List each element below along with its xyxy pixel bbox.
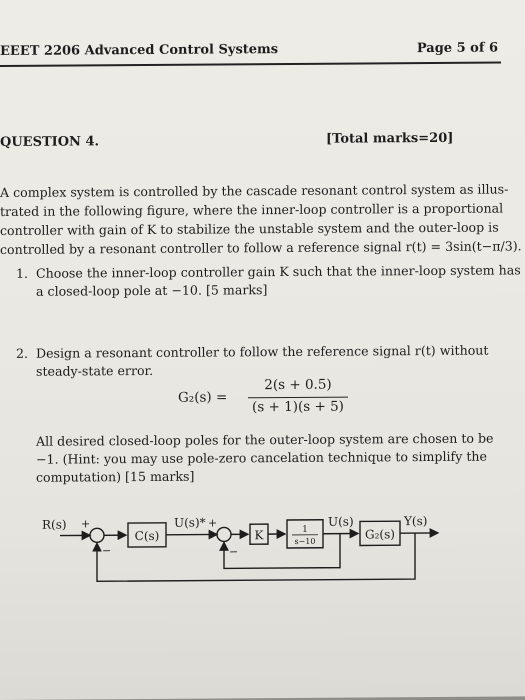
u-star-label: U(s)* <box>174 515 206 530</box>
item-line: Design a resonant controller to follow the reference signal r(t) without <box>36 342 489 361</box>
item-line: Choose the inner-loop controller gain K such that the inner-loop system has <box>36 262 521 281</box>
intro-line: trated in the following figure, where the inner-loop controller is a proportional <box>0 200 504 219</box>
total-marks: [Total marks=20] <box>326 130 454 147</box>
output-label: Y(s) <box>404 514 428 529</box>
item-number: 2. <box>16 345 29 361</box>
design-requirements <box>36 430 496 487</box>
block-diagram <box>40 507 460 590</box>
g2-transfer-function <box>178 376 398 422</box>
item-number: 1. <box>16 265 29 281</box>
plant-denominator: s−10 <box>294 536 316 546</box>
sum1-minus-sign: − <box>102 544 112 558</box>
intro-line: controller with gain of K to stabilize the unstable system and the outer-loop is <box>0 219 499 238</box>
sum1-plus-sign: + <box>81 517 91 531</box>
plant-numerator: 1 <box>302 524 308 535</box>
input-label: R(s) <box>42 517 67 532</box>
sum2-plus-sign: + <box>208 516 218 530</box>
sum2-minus-sign: − <box>229 545 239 559</box>
question-intro <box>0 180 522 259</box>
item-line: steady-state error. <box>36 362 154 379</box>
requirement-line: −1. (Hint: you may use pole-zero cancelation technique to simplify the <box>36 448 487 467</box>
summing-junction-inner <box>217 527 231 541</box>
summing-junction-outer <box>90 528 104 542</box>
intro-line: A complex system is controlled by the cascade resonant control system as illus- <box>0 181 509 200</box>
question-title: QUESTION 4. <box>0 134 100 150</box>
formula-numerator: 2(s + 0.5) <box>264 376 332 394</box>
requirement-line: All desired closed-loop poles for the outer-loop system are chosen to be <box>36 430 494 449</box>
requirement-line: computation) [15 marks] <box>36 468 195 485</box>
g2-label: G₂(s) <box>365 527 395 542</box>
question-item-1 <box>16 262 521 301</box>
formula-lhs: G₂(s) = <box>178 389 228 406</box>
controller-label: C(s) <box>134 528 160 544</box>
u-label: U(s) <box>328 514 354 529</box>
intro-line: controlled by a resonant controller to follow a reference signal r(t) = 3sin(t−π/3). <box>0 238 522 257</box>
item-line: a closed-loop pole at −10. [5 marks] <box>36 282 268 299</box>
course-title: EEET 2206 Advanced Control Systems <box>0 42 279 59</box>
page-number: Page 5 of 6 <box>416 40 498 57</box>
question-item-2 <box>16 342 491 381</box>
gain-label: K <box>254 528 264 543</box>
header-divider <box>0 62 501 67</box>
formula-denominator: (s + 1)(s + 5) <box>252 398 344 416</box>
